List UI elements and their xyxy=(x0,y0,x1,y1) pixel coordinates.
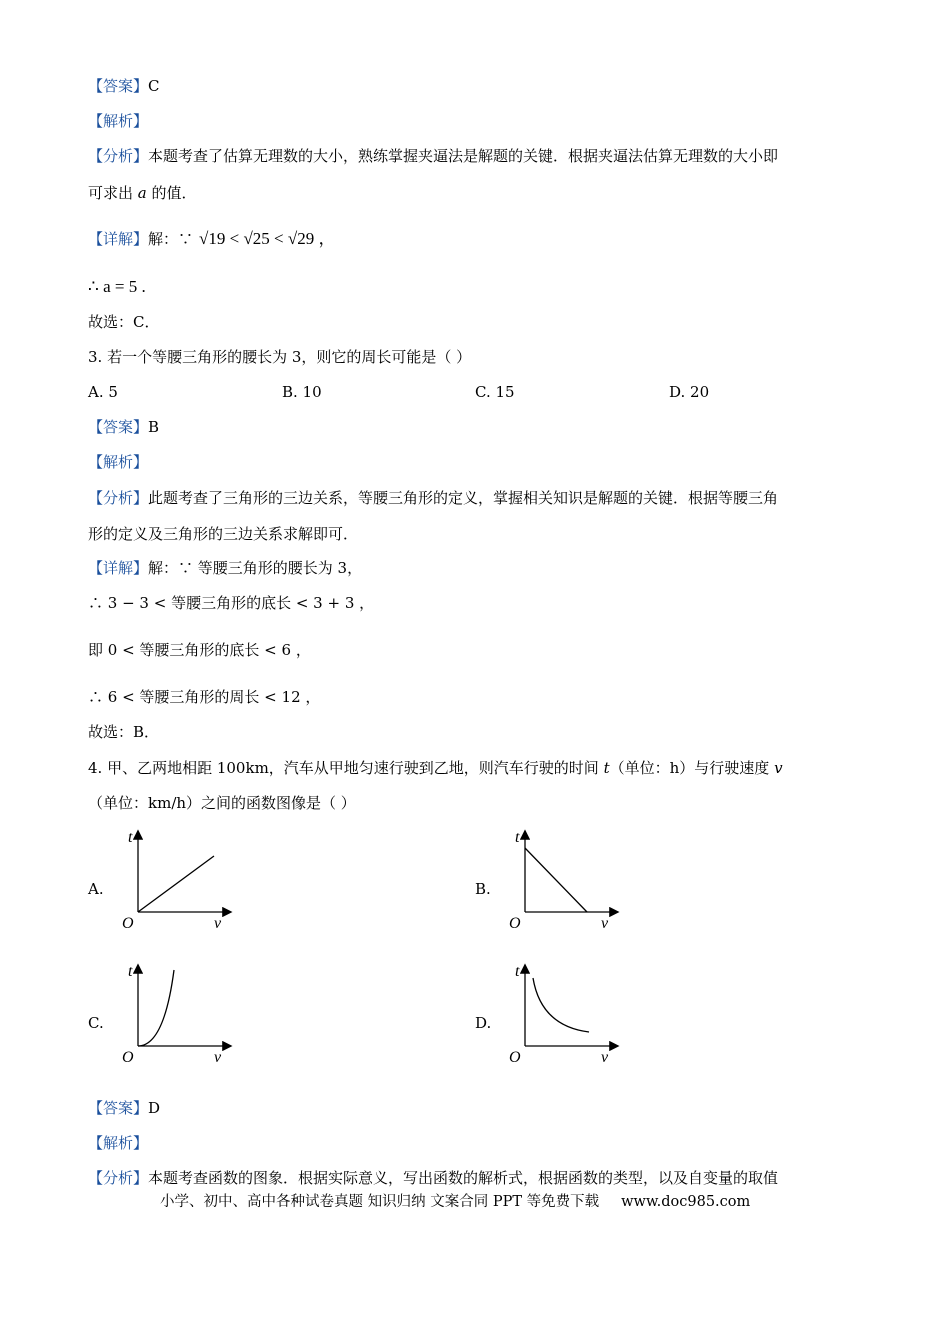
graph-a xyxy=(112,826,242,934)
q4-option-c-label: C. xyxy=(88,1014,104,1032)
graph-c-curve xyxy=(138,970,174,1046)
q4-answer: 【答案】D xyxy=(88,1099,161,1117)
q2-jiexi: 【解析】 xyxy=(88,112,149,130)
graph-a-v-label: v xyxy=(214,915,222,932)
q3-fenxi-line1: 【分析】此题考查了三角形的三边关系，等腰三角形的定义，掌握相关知识是解题的关键．根据等腰三角 xyxy=(88,489,779,507)
graph-c-origin: O xyxy=(122,1049,134,1066)
graph-b-v-label: v xyxy=(601,915,609,932)
graph-c-t-label: t xyxy=(128,963,133,980)
q4-stem-line1: 4. 甲、乙两地相距 100km，汽车从甲地匀速行驶到乙地，则汽车行驶的时间 t（单位：h）与行驶速度 v xyxy=(88,759,783,777)
graph-d-curve xyxy=(533,978,589,1032)
q3-fenxi-line2: 形的定义及三角形的三边关系求解即可． xyxy=(88,525,359,543)
graph-c-v-label: v xyxy=(214,1049,222,1066)
q4-fenxi-line1: 【分析】本题考查函数的图象．根据实际意义，写出函数的解析式，根据函数的类型，以及自变量的取值 xyxy=(88,1169,779,1187)
q3-step2: 即 0 < 等腰三角形的底长 < 6 ， xyxy=(88,641,311,659)
q2-choose: 故选：C． xyxy=(88,313,160,331)
graph-d-t-label: t xyxy=(515,963,520,980)
q3-option-a: A. 5 xyxy=(88,383,118,401)
q3-option-b: B. 10 xyxy=(282,383,322,401)
graph-a-t-label: t xyxy=(128,829,133,846)
q3-option-d: D. 20 xyxy=(669,383,710,401)
q3-stem: 3. 若一个等腰三角形的腰长为 3，则它的周长可能是（ ） xyxy=(88,348,472,366)
page-footer xyxy=(160,1192,750,1212)
footer-url[interactable]: www.doc985.com xyxy=(621,1194,751,1210)
q4-jiexi: 【解析】 xyxy=(88,1134,149,1152)
graph-b-curve xyxy=(525,848,587,912)
graph-b xyxy=(499,826,629,934)
q3-option-c: C. 15 xyxy=(475,383,515,401)
graph-b-t-label: t xyxy=(515,829,520,846)
graph-b-origin: O xyxy=(509,915,521,932)
graph-a-curve xyxy=(138,856,214,912)
q3-jiexi: 【解析】 xyxy=(88,453,149,471)
q3-choose: 故选：B． xyxy=(88,723,160,741)
graph-a-origin: O xyxy=(122,915,134,932)
graph-c xyxy=(112,960,242,1068)
q4-stem-line2: （单位：km/h）之间的函数图像是（ ） xyxy=(88,794,356,812)
q3-step3: ∴ 6 < 等腰三角形的周长 < 12 ， xyxy=(88,688,321,706)
graph-d-origin: O xyxy=(509,1049,521,1066)
q3-xiangjie: 【详解】解：∵ 等腰三角形的腰长为 3， xyxy=(88,559,363,577)
q2-fenxi-line2: 可求出 a 的值． xyxy=(88,184,197,202)
q2-fenxi-line1: 【分析】本题考查了估算无理数的大小，熟练掌握夹逼法是解题的关键．根据夹逼法估算无理数的大小即 xyxy=(88,147,779,165)
q2-answer: 【答案】C xyxy=(88,77,160,95)
q2-xiangjie: 【详解】解：∵ √19 < √25 < √29 ， xyxy=(88,229,336,248)
q4-option-a-label: A. xyxy=(88,880,104,898)
q3-step1: ∴ 3 − 3 < 等腰三角形的底长 < 3 + 3 ， xyxy=(88,594,375,612)
graph-d-v-label: v xyxy=(601,1049,609,1066)
graph-d xyxy=(499,960,629,1068)
q2-therefore: ∴ a = 5 . xyxy=(88,277,146,296)
q4-option-d-label: D. xyxy=(475,1014,492,1032)
footer-text: 小学、初中、高中各种试卷真题 知识归纳 文案合同 PPT 等免费下载 xyxy=(160,1194,600,1210)
q4-option-b-label: B. xyxy=(475,880,491,898)
q3-answer: 【答案】B xyxy=(88,418,160,436)
